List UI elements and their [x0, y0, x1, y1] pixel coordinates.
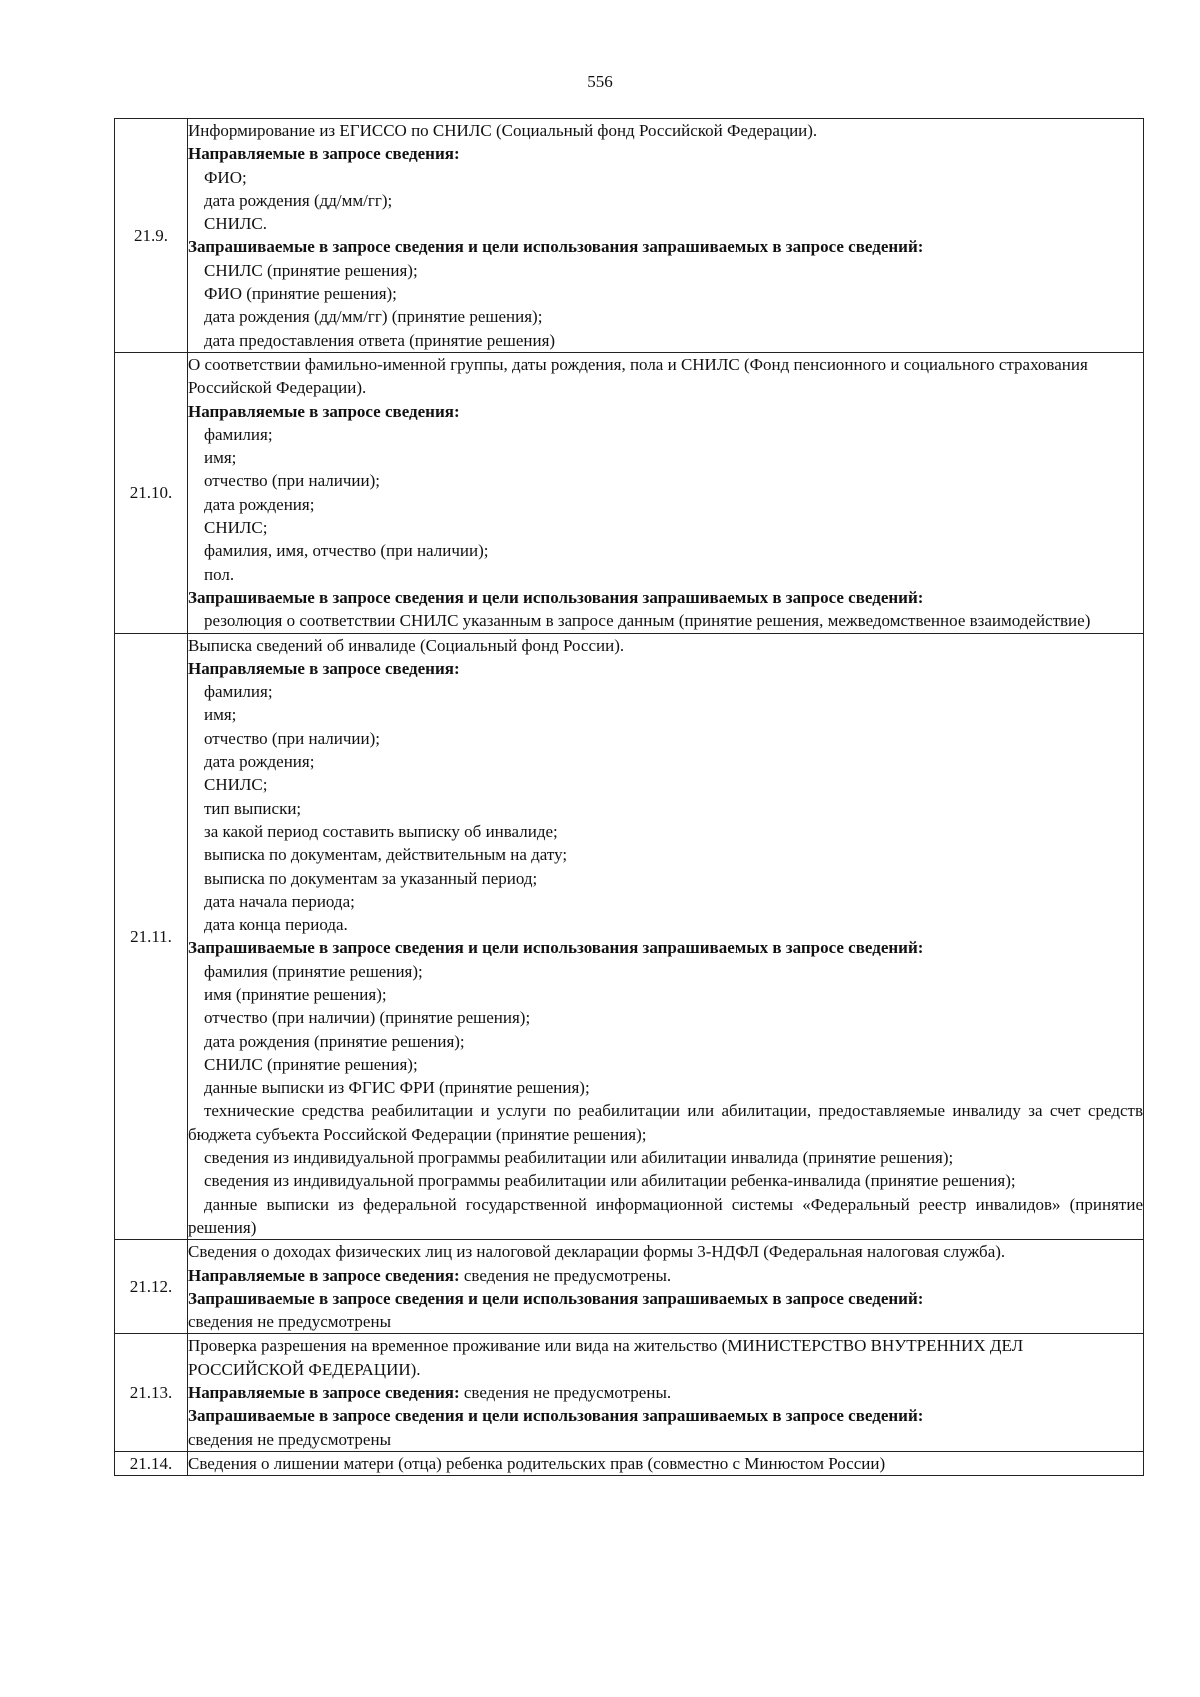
row-number: 21.11.: [115, 633, 188, 1240]
content-line: фамилия, имя, отчество (при наличии);: [204, 541, 489, 561]
row-number: 21.13.: [115, 1334, 188, 1451]
row-content: [188, 352, 1144, 633]
content-line: имя (принятие решения);: [204, 984, 387, 1004]
content-line: сведения не предусмотрены: [188, 1312, 391, 1332]
document-table-body: [115, 119, 1144, 1476]
table-row: [115, 1334, 1144, 1451]
bold-label: Направляемые в запросе сведения:: [188, 144, 460, 164]
content-line: сведения из индивидуальной программы реабилитации или абилитации ребенка-инвалида (принятие решения);: [204, 1171, 1016, 1191]
table-row: [115, 352, 1144, 633]
content-line: дата рождения (дд/мм/гг);: [204, 190, 393, 210]
content-line: за какой период составить выписку об инвалиде;: [204, 821, 558, 841]
content-line: Сведения о лишении матери (отца) ребенка родительских прав (совместно с Минюстом России): [188, 1453, 886, 1473]
content-line: дата предоставления ответа (принятие решения): [204, 330, 556, 350]
content-line: резолюция о соответствии СНИЛС указанным в запросе данным (принятие решения, межведомственное взаимодействие): [204, 611, 1091, 631]
content-line: фамилия;: [204, 424, 273, 444]
content-line: дата рождения;: [204, 494, 315, 514]
bold-label: Направляемые в запросе сведения:: [188, 1383, 460, 1403]
document-table: [114, 118, 1144, 1476]
section-heading: [188, 235, 1143, 258]
content-line: имя;: [204, 705, 237, 725]
content-line: данные выписки из ФГИС ФРИ (принятие решения);: [204, 1078, 590, 1098]
content-line: выписка по документам, действительным на дату;: [204, 845, 568, 865]
content-line: фамилия (принятие решения);: [204, 961, 423, 981]
page-number: 556: [587, 72, 613, 91]
section-heading: [188, 1264, 1143, 1287]
content-line: СНИЛС (принятие решения);: [204, 1054, 418, 1074]
row-content: [188, 1451, 1144, 1475]
section-heading: [188, 586, 1143, 609]
content-line: дата рождения (принятие решения);: [204, 1031, 465, 1051]
content-line: имя;: [204, 448, 237, 468]
section-heading: [188, 1381, 1143, 1404]
content-line: О соответствии фамильно-именной группы, даты рождения, пола и СНИЛС (Фонд пенсионного и социального страхования Российской Федерации).: [188, 354, 1088, 398]
section-heading: [188, 142, 1143, 165]
bold-label: Направляемые в запросе сведения:: [188, 401, 460, 421]
content-line: Информирование из ЕГИССО по СНИЛС (Социальный фонд Российской Федерации).: [188, 121, 818, 140]
content-line: технические средства реабилитации и услуги по реабилитации или абилитации, предоставляемые инвалиду за счет средств бюджета субъекта Российской Федерации (принятие решения);: [188, 1101, 1143, 1144]
content-line: СНИЛС.: [204, 214, 268, 234]
bold-label: Запрашиваемые в запросе сведения и цели использования запрашиваемых в запросе сведений:: [188, 1406, 924, 1426]
row-number: 21.9.: [115, 119, 188, 353]
content-line: дата рождения (дд/мм/гг) (принятие решения);: [204, 307, 543, 327]
content-line: ФИО (принятие решения);: [204, 284, 397, 304]
content-line: сведения не предусмотрены: [188, 1429, 391, 1449]
row-number: 21.10.: [115, 352, 188, 633]
content-line: пол.: [204, 564, 235, 584]
content-line: Выписка сведений об инвалиде (Социальный фонд России).: [188, 635, 625, 655]
content-line: сведения из индивидуальной программы реабилитации или абилитации инвалида (принятие решения);: [204, 1148, 954, 1168]
row-content: [188, 633, 1144, 1240]
content-line: дата рождения;: [204, 752, 315, 772]
bold-label: Запрашиваемые в запросе сведения и цели использования запрашиваемых в запросе сведений:: [188, 237, 924, 257]
label-value: сведения не предусмотрены.: [459, 1265, 672, 1285]
bold-label: Направляемые в запросе сведения:: [188, 1265, 460, 1285]
row-content: [188, 1334, 1144, 1451]
row-number: 21.14.: [115, 1451, 188, 1475]
content-line: отчество (при наличии);: [204, 471, 380, 491]
content-line: Сведения о доходах физических лиц из налоговой декларации формы 3-НДФЛ (Федеральная налоговая служба).: [188, 1242, 1006, 1262]
content-line: дата начала периода;: [204, 891, 355, 911]
row-content: [188, 1240, 1144, 1334]
content-line: тип выписки;: [204, 798, 302, 818]
table-row: [115, 633, 1144, 1240]
content-line: СНИЛС;: [204, 775, 268, 795]
row-number: 21.12.: [115, 1240, 188, 1334]
content-line: фамилия;: [204, 682, 273, 702]
bold-label: Запрашиваемые в запросе сведения и цели использования запрашиваемых в запросе сведений:: [188, 587, 924, 607]
row-content: [188, 119, 1144, 353]
content-line: Проверка разрешения на временное проживание или вида на жительство (МИНИСТЕРСТВО ВНУТРЕННИХ ДЕЛ РОССИЙСКОЙ ФЕДЕРАЦИИ).: [188, 1336, 1024, 1379]
content-line: ФИО;: [204, 167, 247, 187]
content-line: СНИЛС;: [204, 518, 268, 538]
table-row: [115, 1451, 1144, 1475]
section-heading: [188, 657, 1143, 680]
bold-label: Запрашиваемые в запросе сведения и цели использования запрашиваемых в запросе сведений:: [188, 1288, 924, 1308]
section-heading: [188, 1287, 1143, 1310]
content-line: отчество (при наличии) (принятие решения);: [204, 1008, 531, 1028]
content-line: СНИЛС (принятие решения);: [204, 260, 418, 280]
content-line: данные выписки из федеральной государственной информационной системы «Федеральный реестр инвалидов» (принятие решения): [188, 1194, 1143, 1237]
bold-label: Направляемые в запросе сведения:: [188, 658, 460, 678]
section-heading: [188, 936, 1143, 959]
table-row: [115, 119, 1144, 353]
section-heading: [188, 1404, 1143, 1427]
section-heading: [188, 400, 1143, 423]
content-line: выписка по документам за указанный период;: [204, 868, 538, 888]
bold-label: Запрашиваемые в запросе сведения и цели использования запрашиваемых в запросе сведений:: [188, 938, 924, 958]
label-value: сведения не предусмотрены.: [459, 1383, 672, 1403]
content-line: дата конца периода.: [204, 915, 348, 935]
content-line: отчество (при наличии);: [204, 728, 380, 748]
table-row: [115, 1240, 1144, 1334]
